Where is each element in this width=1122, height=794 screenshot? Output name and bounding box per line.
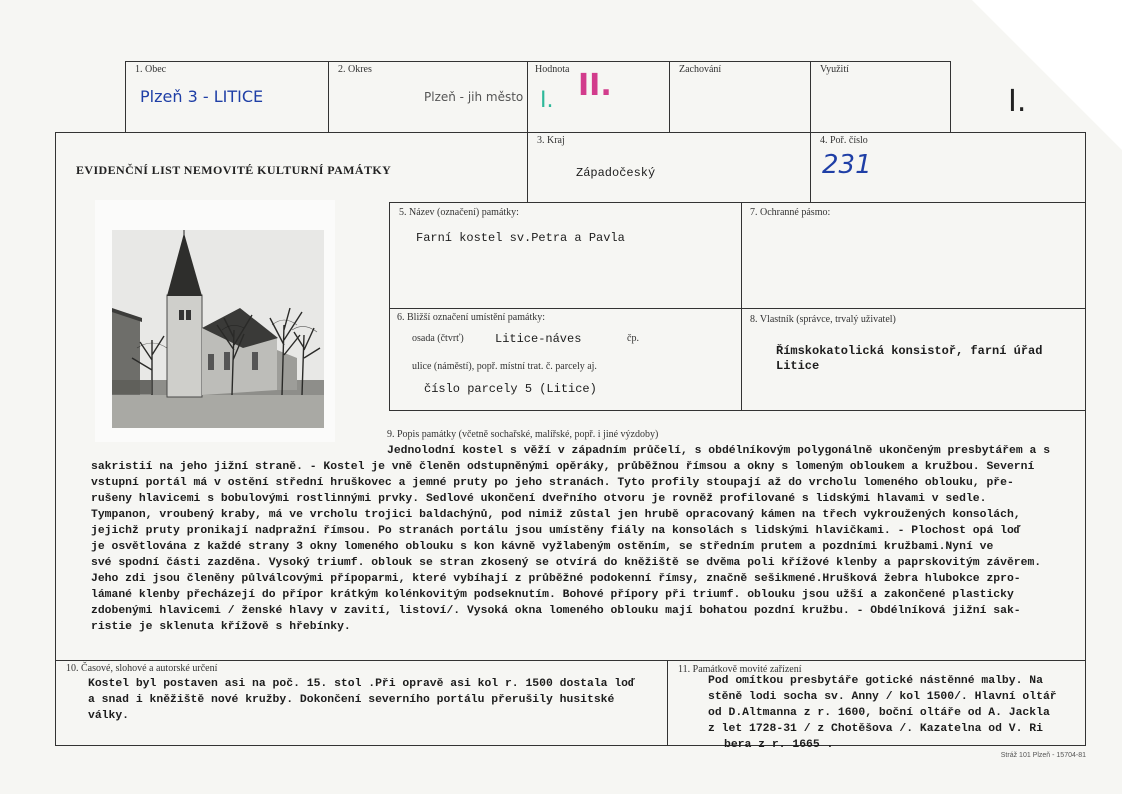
description-line: jejichž pruty pronikají nadpražní římsou. Po stranách portálu jsou umístěny fiály na konsolách s lidskými hlavičkami. - Plochost opá loď xyxy=(91,525,1021,537)
osada-value: Litice-náves xyxy=(495,332,582,346)
hodnota-label: Hodnota xyxy=(535,64,570,75)
kraj-value: Západočeský xyxy=(576,166,656,180)
cut-corner xyxy=(972,0,1122,150)
ulice-label: ulice (náměstí), popř. místní trat. č. parcely aj. xyxy=(412,361,597,372)
description-line: Tympanon, vroubený kraby, má ve vrcholu trojici baldachýnů, pod nimiž zůstal jen hrubě opracovaný kámen na třech vykroužených konsolách, xyxy=(91,509,1021,521)
vlastnik-line-2: Litice xyxy=(776,359,820,373)
por-cislo-label: 4. Poř. číslo xyxy=(820,135,868,146)
kraj-label: 3. Kraj xyxy=(537,135,565,146)
zarizeni-line: z let 1728-31 / z Chotěšova /. Kazatelna od V. Ri xyxy=(708,723,1043,735)
main-top-border xyxy=(55,132,1085,133)
urceni-label: 10. Časové, slohové a autorské určení xyxy=(66,663,218,674)
obec-label: 1. Obec xyxy=(135,64,167,75)
por-cislo-value: 231 xyxy=(822,150,872,180)
description-line: rušeny hlavicemi s bobulovými rostlinnými prvky. Sedlové ukončení dveřního otvoru je rovněž profilované s lidskými hlavami v sedle. xyxy=(91,493,987,505)
description-line: vstupní portál má v ostění střední hruškovec a jemné pruty po jeho stranách. Tyto profily stoupají až do vrcholu lomeného oblouku, pře- xyxy=(91,477,1014,489)
zarizeni-line: od D.Altmanna z r. 1600, boční oltáře od A. Jackla xyxy=(708,707,1050,719)
parcela-value: číslo parcely 5 (Litice) xyxy=(424,382,597,396)
description-top xyxy=(389,410,1085,411)
description-line: lámané klenby přecházejí do přípor krátkým kolénkovitým podseknutím. Bohové přípory při triumf. oblouku jsou užší a zakončené plasticky xyxy=(91,589,1014,601)
popis-label: 9. Popis památky (včetně sochařské, malířské, popř. i jiné výzdoby) xyxy=(387,429,659,440)
obec-value: Plzeň 3 - LITICE xyxy=(140,87,264,106)
cp-label: čp. xyxy=(627,333,639,344)
title-divider-2 xyxy=(810,132,811,202)
nazev-label: 5. Název (označení) památky: xyxy=(399,207,519,218)
description-line: Jednolodní kostel s věží v západním průčelí, s obdélníkovým polygonálně ukončeným presbytářem a s xyxy=(387,445,1051,457)
description-line: sakristií na jeho jižní straně. - Kostel je vně členěn odstupněnými opěráky, průběžnou římsou a okny s lomeným obloukem a kružbou. Severní xyxy=(91,461,1035,473)
main-bottom-border xyxy=(55,745,1086,746)
vyuziti-label: Využití xyxy=(820,64,849,75)
zarizeni-line: Pod omítkou presbytáře gotické nástěnné malby. Na xyxy=(708,675,1043,687)
hodnota-value-2: II. xyxy=(578,68,612,103)
hodnota-value-1: I. xyxy=(540,88,554,113)
class-mark: I. xyxy=(1008,84,1027,119)
location-row-top xyxy=(389,308,1085,309)
church-photo-image xyxy=(112,230,324,428)
name-row-left xyxy=(389,202,390,410)
bottom-section-divider xyxy=(667,660,668,746)
page-title: EVIDENČNÍ LIST NEMOVITÉ KULTURNÍ PAMÁTKY xyxy=(76,163,392,177)
urceni-line: války. xyxy=(88,710,130,722)
print-footer: Stráž 101 Plzeň - 15704-81 xyxy=(1000,752,1086,759)
umisteni-label: 6. Bližší označení umístění památky: xyxy=(397,312,546,323)
description-line: ristie je sklenuta křížově s hřebínky. xyxy=(91,621,351,633)
top-row-divider-4 xyxy=(810,61,811,132)
name-row-divider xyxy=(741,202,742,410)
vlastnik-line-1: Římskokatolická konsistoř, farní úřad xyxy=(776,344,1043,358)
urceni-line: a snad i kněžiště nové kružby. Dokončení severního portálu přerušily husitské xyxy=(88,694,615,706)
urceni-line: Kostel byl postaven asi na poč. 15. stol .Při opravě asi kol r. 1500 dostala loď xyxy=(88,678,635,690)
okres-label: 2. Okres xyxy=(338,64,372,75)
main-right-border xyxy=(1085,132,1086,746)
description-line: své spodní části zazděna. Vysoký triumf. oblouk se stran zkosený se otvírá do kněžiště se dvěma poli křížové klenby a paprskovitým závěrem. xyxy=(91,557,1042,569)
bottom-section-top xyxy=(55,660,1085,661)
top-row-left-border xyxy=(125,61,126,132)
description-line: je osvětlována z každé strany 3 okny lomeného oblouku s kon kávně vyžlabeným ostěním, se středním prutem a pozdními kružbami.Nyní ve xyxy=(91,541,994,553)
top-row-top-border xyxy=(125,61,951,62)
osada-label: osada (čtvrť) xyxy=(412,333,464,344)
vlastnik-label: 8. Vlastník (správce, trvalý uživatel) xyxy=(750,314,896,325)
description-line: Jeho zdi jsou členěny půlválcovými přípoparmi, které vybíhají z průběžné podokenní římsy, značně sešikmené.Hrušková žebra hlubokce zpro- xyxy=(91,573,1021,585)
main-left-border xyxy=(55,132,56,746)
zachovani-label: Zachování xyxy=(679,64,722,75)
title-divider-1 xyxy=(527,132,528,202)
zarizeni-line: stěně lodi socha sv. Anny / kol 1500/. Hlavní oltář xyxy=(708,691,1057,703)
description-line: zdobenými hlavicemi / ženské hlavy v zavití, listoví/. Vysoká okna lomeného oblouku mají bohatou pozdní kružbu. - Obdélníková jižní sak- xyxy=(91,605,1021,617)
top-row-divider-2 xyxy=(527,61,528,132)
top-row-divider-1 xyxy=(328,61,329,132)
nazev-value: Farní kostel sv.Petra a Pavla xyxy=(416,231,625,245)
zarizeni-line: bera z r. 1665 . xyxy=(724,739,834,751)
top-row-right-border xyxy=(950,61,951,132)
okres-value: Plzeň - jih město xyxy=(424,90,524,104)
church-photo xyxy=(95,200,335,442)
zarizeni-label: 11. Památkově movité zařízení xyxy=(678,664,802,675)
top-row-divider-3 xyxy=(669,61,670,132)
name-row-top xyxy=(389,202,1085,203)
ochranne-label: 7. Ochranné pásmo: xyxy=(750,207,831,218)
